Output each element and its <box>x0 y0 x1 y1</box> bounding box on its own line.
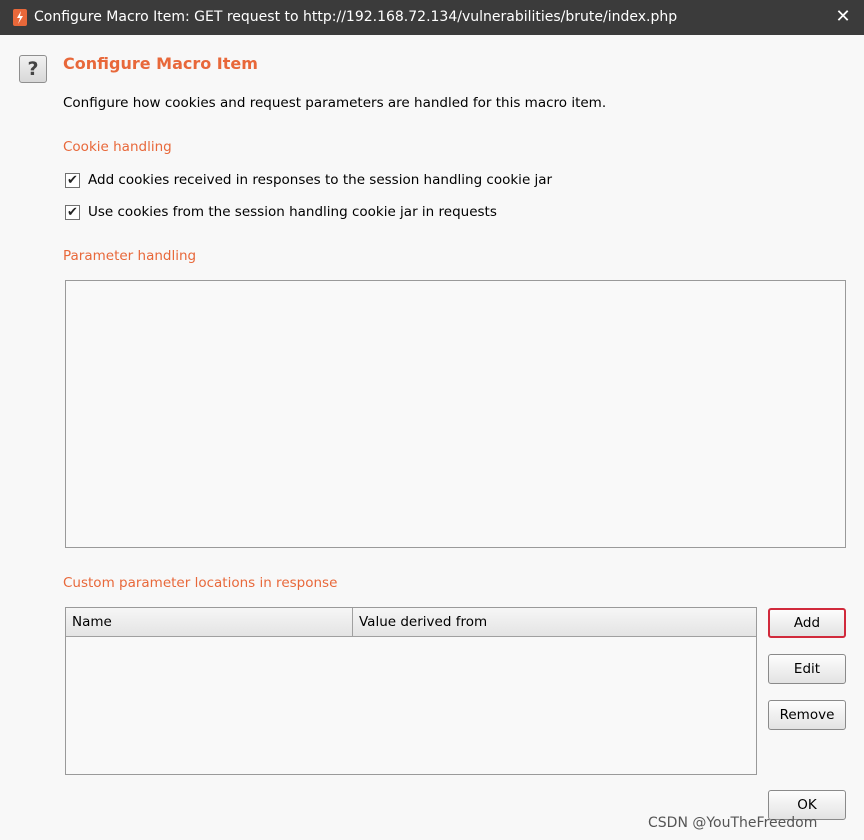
add-cookies-option[interactable] <box>65 171 552 189</box>
dialog-description: Configure how cookies and request parameters are handled for this macro item. <box>63 95 607 111</box>
table-header <box>66 608 756 637</box>
check-mark-icon: ✔ <box>67 172 78 188</box>
help-icon[interactable]: ? <box>19 55 47 83</box>
remove-button[interactable]: Remove <box>768 700 846 730</box>
window-title: Configure Macro Item: GET request to http://192.168.72.134/vulnerabilities/brute/index.php <box>34 9 678 25</box>
use-cookies-checkbox[interactable] <box>65 205 80 220</box>
title-bar <box>0 0 864 35</box>
dialog-heading: Configure Macro Item <box>63 54 258 73</box>
use-cookies-label: Use cookies from the session handling cookie jar in requests <box>88 204 497 220</box>
column-header-name[interactable]: Name <box>66 608 353 636</box>
custom-locations-table[interactable] <box>65 607 757 775</box>
parameter-handling-label: Parameter handling <box>63 248 197 264</box>
add-cookies-label: Add cookies received in responses to the session handling cookie jar <box>88 172 553 188</box>
watermark: CSDN @YouTheFreedom <box>648 815 818 831</box>
add-cookies-checkbox[interactable] <box>65 173 80 188</box>
edit-button[interactable]: Edit <box>768 654 846 684</box>
close-button[interactable]: ✕ <box>835 6 851 27</box>
column-header-value-derived-from[interactable]: Value derived from <box>359 614 488 630</box>
custom-locations-label: Custom parameter locations in response <box>63 575 338 591</box>
use-cookies-option[interactable] <box>65 203 497 221</box>
ok-button[interactable]: OK <box>768 790 846 820</box>
add-button[interactable]: Add <box>768 608 846 638</box>
parameter-handling-list[interactable] <box>65 280 846 548</box>
burp-icon <box>13 9 27 26</box>
cookie-handling-label: Cookie handling <box>63 139 172 155</box>
check-mark-icon: ✔ <box>67 204 78 220</box>
